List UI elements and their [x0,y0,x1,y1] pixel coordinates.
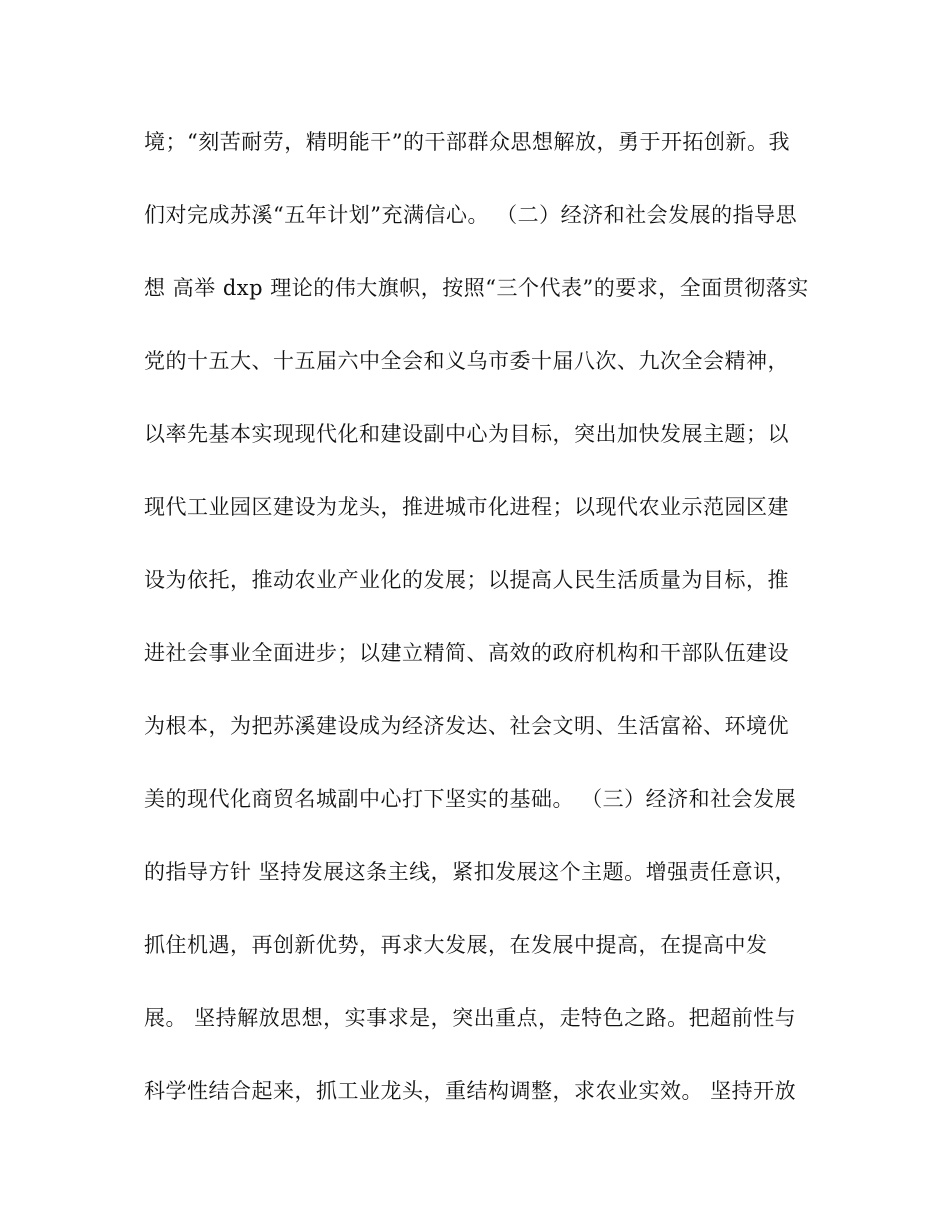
text-line: 抓住机遇，再创新优势，再求大发展，在发展中提高，在提高中发 [144,933,768,957]
text-line: 以率先基本实现现代化和建设副中心为目标，突出加快发展主题；以 [144,422,789,446]
text-line: 为根本，为把苏溪建设成为经济发达、社会文明、生活富裕、环境优 [144,714,789,738]
text-line: 进社会事业全面进步；以建立精简、高效的政府机构和干部队伍建设 [144,641,789,665]
text-line: 党的十五大、十五届六中全会和义乌市委十届八次、九次全会精神， [144,349,789,373]
text-line: 们对完成苏溪“五年计划”充满信心。 （二）经济和社会发展的指导思 [144,203,798,227]
text-line: 展。 坚持解放思想，实事求是，突出重点，走特色之路。把超前性与 [144,1006,797,1030]
text-line: 境；“刻苦耐劳，精明能干”的干部群众思想解放，勇于开拓创新。我 [144,130,790,154]
text-line: 设为依托，推动农业产业化的发展；以提高人民生活质量为目标，推 [144,568,789,592]
text-line: 科学性结合起来，抓工业龙头，重结构调整，求农业实效。 坚持开放 [144,1079,797,1103]
text-line: 想 高举 dxp 理论的伟大旗帜，按照“三个代表”的要求，全面贯彻落实 [144,276,809,300]
text-line: 现代工业园区建设为龙头，推进城市化进程；以现代农业示范园区建 [144,495,789,519]
text-line: 美的现代化商贸名城副中心打下坚实的基础。 （三）经济和社会发展 [144,787,797,811]
text-line: 的指导方针 坚持发展这条主线，紧扣发展这个主题。增强责任意识， [144,860,797,884]
body-text [144,124,814,1146]
